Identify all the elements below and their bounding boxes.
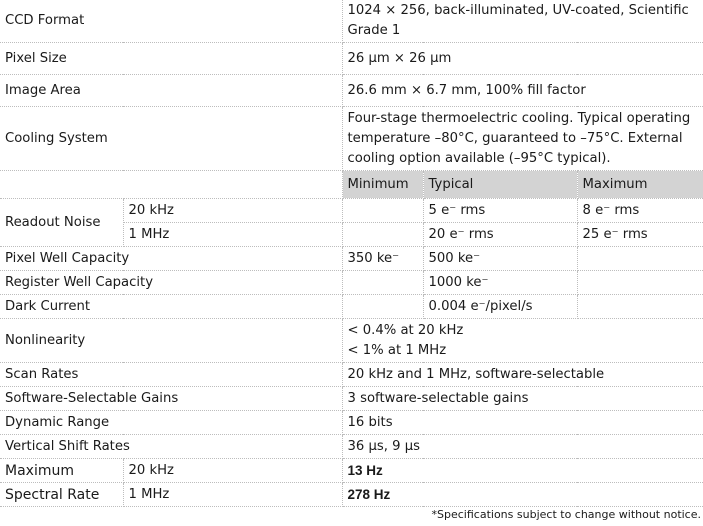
max-spectral-sub-20khz: 20 kHz	[123, 459, 342, 483]
readout-noise-max-20khz: 8 e⁻ rms	[577, 199, 703, 223]
max-spectral-value-1mhz: 278 Hz	[342, 483, 703, 507]
scan-rates-label: Scan Rates	[0, 363, 342, 387]
ccd-format-value: 1024 × 256, back-illuminated, UV-coated, Scientific Grade 1	[342, 0, 703, 43]
row-register-well	[0, 271, 703, 295]
dynamic-range-label: Dynamic Range	[0, 411, 342, 435]
pixel-well-label: Pixel Well Capacity	[0, 247, 342, 271]
nonlinearity-line-2: < 1% at 1 MHz	[347, 342, 447, 358]
nonlinearity-line-1: < 0.4% at 20 kHz	[347, 322, 464, 338]
row-cooling	[0, 107, 703, 171]
image-area-label: Image Area	[0, 75, 342, 107]
gains-label: Software-Selectable Gains	[0, 387, 342, 411]
cooling-label: Cooling System	[0, 107, 342, 171]
readout-noise-typ-20khz: 5 e⁻ rms	[423, 199, 577, 223]
dark-current-min	[342, 295, 423, 319]
row-vertical-shift	[0, 435, 703, 459]
footnote: *Specifications subject to change without notice.	[431, 508, 701, 521]
nonlinearity-label: Nonlinearity	[0, 319, 342, 363]
dark-current-max	[577, 295, 703, 319]
pixel-well-max	[577, 247, 703, 271]
row-max-spectral-20khz	[0, 459, 703, 483]
readout-noise-min-1mhz	[342, 223, 423, 247]
row-readout-noise-20khz	[0, 199, 703, 223]
nonlinearity-value	[342, 319, 703, 363]
register-well-label: Register Well Capacity	[0, 271, 342, 295]
pixel-well-typ: 500 ke⁻	[423, 247, 577, 271]
gains-value: 3 software-selectable gains	[342, 387, 703, 411]
readout-noise-max-1mhz: 25 e⁻ rms	[577, 223, 703, 247]
header-typical: Typical	[423, 171, 577, 199]
readout-noise-sub-1mhz: 1 MHz	[123, 223, 342, 247]
max-spectral-label-line-2: Spectral Rate	[0, 483, 123, 507]
row-scan-rates	[0, 363, 703, 387]
pixel-size-label: Pixel Size	[0, 43, 342, 75]
scan-rates-value: 20 kHz and 1 MHz, software-selectable	[342, 363, 703, 387]
row-dynamic-range	[0, 411, 703, 435]
dynamic-range-value: 16 bits	[342, 411, 703, 435]
readout-noise-sub-20khz: 20 kHz	[123, 199, 342, 223]
row-dark-current	[0, 295, 703, 319]
row-image-area	[0, 75, 703, 107]
vertical-shift-label: Vertical Shift Rates	[0, 435, 342, 459]
image-area-value: 26.6 mm × 6.7 mm, 100% fill factor	[342, 75, 703, 107]
readout-noise-min-20khz	[342, 199, 423, 223]
row-gains	[0, 387, 703, 411]
row-ccd-format	[0, 0, 703, 43]
pixel-well-min: 350 ke⁻	[342, 247, 423, 271]
ccd-format-label: CCD Format	[0, 0, 342, 43]
readout-noise-label: Readout Noise	[0, 199, 123, 247]
max-spectral-label-line-1: Maximum	[0, 459, 123, 483]
pixel-size-value: 26 µm × 26 µm	[342, 43, 703, 75]
row-pixel-size	[0, 43, 703, 75]
max-spectral-sub-1mhz: 1 MHz	[123, 483, 342, 507]
cooling-value: Four-stage thermoelectric cooling. Typical operating temperature –80°C, guaranteed to –75°C. External cooling option available (–95°C typical).	[342, 107, 703, 171]
readout-noise-typ-1mhz: 20 e⁻ rms	[423, 223, 577, 247]
register-well-min	[342, 271, 423, 295]
max-spectral-value-20khz: 13 Hz	[342, 459, 703, 483]
dark-current-typ: 0.004 e⁻/pixel/s	[423, 295, 577, 319]
header-blank	[0, 171, 342, 199]
row-column-headers	[0, 171, 703, 199]
vertical-shift-value: 36 µs, 9 µs	[342, 435, 703, 459]
row-max-spectral-1mhz	[0, 483, 703, 507]
row-pixel-well	[0, 247, 703, 271]
register-well-max	[577, 271, 703, 295]
register-well-typ: 1000 ke⁻	[423, 271, 577, 295]
header-maximum: Maximum	[577, 171, 703, 199]
row-nonlinearity	[0, 319, 703, 363]
dark-current-label: Dark Current	[0, 295, 342, 319]
header-minimum: Minimum	[342, 171, 423, 199]
